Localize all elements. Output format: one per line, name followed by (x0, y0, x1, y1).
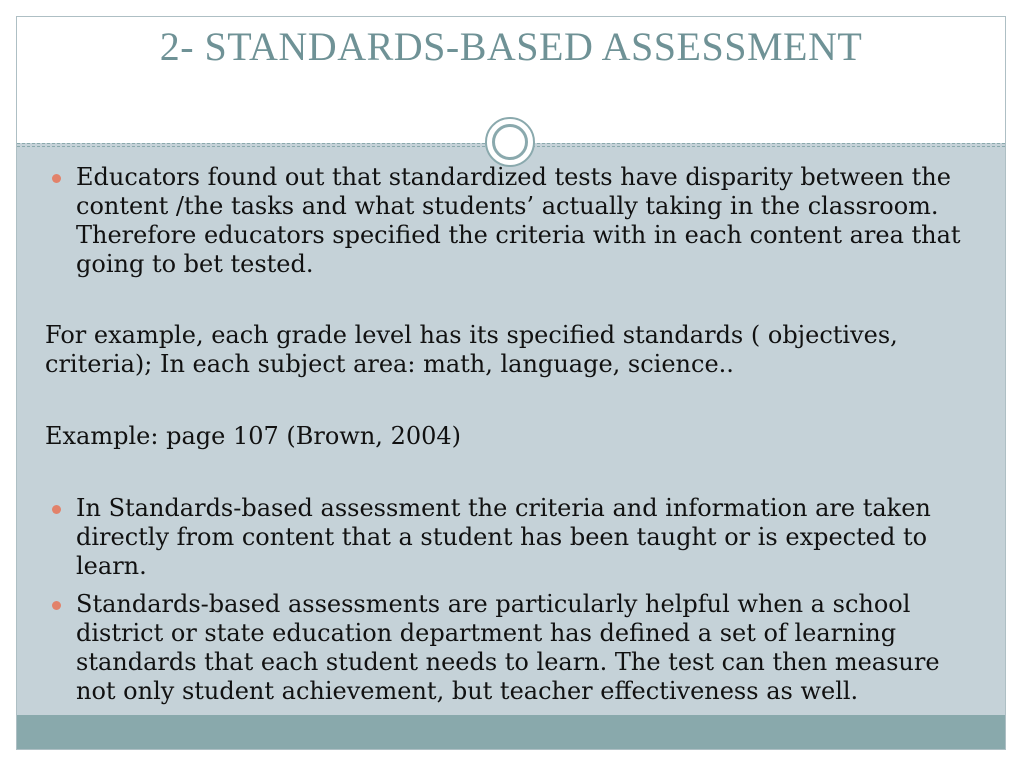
bullet-item (45, 494, 985, 581)
circle-bullet-icon (52, 601, 61, 610)
circle-bullet-icon (52, 174, 61, 183)
slide (16, 16, 1006, 750)
double-ring-icon (485, 117, 535, 167)
bullet-item (45, 590, 985, 706)
body-paragraph (45, 321, 985, 379)
circle-bullet-icon (52, 505, 61, 514)
paragraph-text: Example: page 107 (Brown, 2004) (45, 422, 462, 450)
bullet-text: Educators found out that standardized tests have disparity between the content /the tasks and what students’ actually taking in the classroom. Therefore educators specified the criteria with in each content area that going to bet tested. (76, 163, 961, 278)
slide-title: 2- STANDARDS-BASED ASSESSMENT (159, 24, 863, 69)
body-paragraph (45, 422, 985, 451)
slide-body (45, 163, 985, 706)
bullet-item (45, 163, 985, 279)
bullet-text: In Standards-based assessment the criteria and information are taken directly from content that a student has been taught or is expected to learn. (76, 494, 931, 580)
bullet-text: Standards-based assessments are particularly helpful when a school district or state education department has defined a set of learning standards that each student needs to learn. The test can then measure not only student achievement, but teacher effectiveness as well. (76, 590, 940, 705)
paragraph-text: For example, each grade level has its specified standards ( objectives, criteria); In each subject area: math, language, science.. (45, 321, 898, 378)
footer-band (17, 715, 1005, 749)
